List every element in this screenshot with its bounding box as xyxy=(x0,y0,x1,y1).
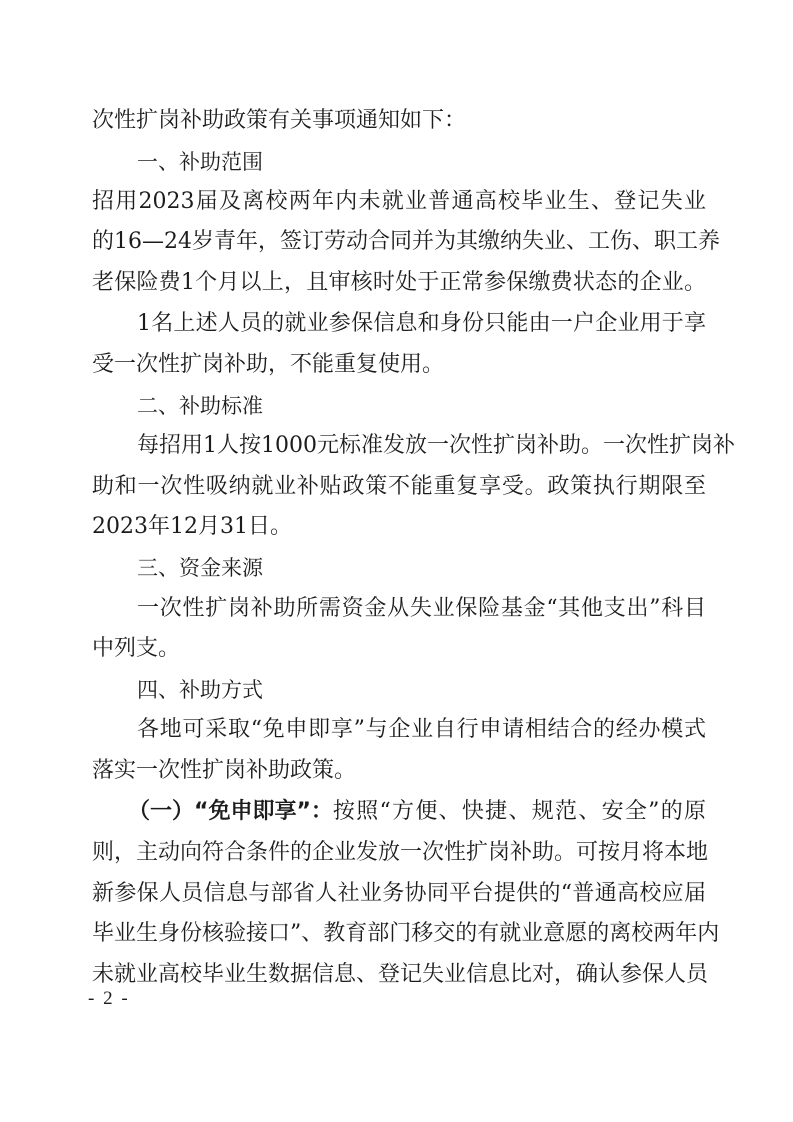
text-line-continuation: 次性扩岗补助政策有关事项通知如下： xyxy=(92,108,467,133)
paragraph-line: 未就业高校毕业生数据信息、登记失业信息比对，确认参保人员 xyxy=(92,962,709,987)
paragraph-line: 每招用1人按1000元标准发放一次性扩岗补助。一次性扩岗补 xyxy=(137,433,735,458)
paragraph-line: 的16—24岁青年，签订劳动合同并为其缴纳失业、工伤、职工养 xyxy=(92,229,720,254)
section-heading-scope: 一、补助范围 xyxy=(137,150,263,174)
paragraph-line: 受一次性扩岗补助，不能重复使用。 xyxy=(92,352,445,377)
paragraph-line: 则，主动向符合条件的企业发放一次性扩岗补助。可按月将本地 xyxy=(92,840,709,865)
page-number: - 2 - xyxy=(88,988,130,1009)
section-heading-standard: 二、补助标准 xyxy=(137,394,263,418)
paragraph-line: 中列支。 xyxy=(92,636,181,661)
paragraph-line: 新参保人员信息与部省人社业务协同平台提供的“普通高校应届 xyxy=(92,881,706,906)
paragraph-line: 老保险费1个月以上，且审核时处于正常参保缴费状态的企业。 xyxy=(92,270,706,295)
paragraph-text: 按照“方便、快捷、规范、安全”的原 xyxy=(332,799,706,824)
paragraph-line: 一次性扩岗补助所需资金从失业保险基金“其他支出”科目 xyxy=(137,596,706,621)
paragraph-line: 2023年12月31日。 xyxy=(92,514,292,539)
paragraph-line: 各地可采取“免申即享”与企业自行申请相结合的经办模式 xyxy=(137,717,706,742)
paragraph-line: 毕业生身份核验接口”、教育部门移交的有就业意愿的离校两年内 xyxy=(92,921,720,946)
section-heading-funding: 三、资金来源 xyxy=(137,556,263,580)
paragraph-line: 落实一次性扩岗补助政策。 xyxy=(92,758,357,783)
section-heading-method: 四、补助方式 xyxy=(137,678,263,702)
paragraph-line: 助和一次性吸纳就业补贴政策不能重复享受。政策执行期限至 xyxy=(92,474,706,499)
subsection-heading: （一）“免申即享”： xyxy=(128,799,333,824)
paragraph-line: 1名上述人员的就业参保信息和身份只能由一户企业用于享 xyxy=(137,311,706,336)
paragraph-line: 招用2023届及离校两年内未就业普通高校毕业生、登记失业 xyxy=(92,189,706,214)
subsection-line xyxy=(128,792,706,832)
